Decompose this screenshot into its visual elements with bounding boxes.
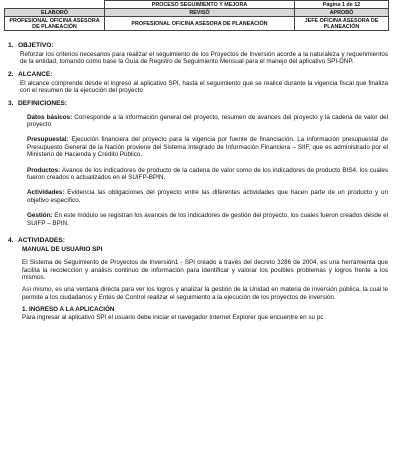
section-objetivo-heading: 1. OBJETIVO:	[8, 42, 54, 49]
definition-presupuestal: Presupuestal: Ejecución financiera del proyecto para la vigencia por fuente de financiación. La información presupuestal de Presupuesto General de la Nación proviene del Sistema Integrado de Información Financiera – SIIF, que es administrado por el Ministerio de Hacienda y Crédito Público.	[27, 136, 388, 159]
page-number: Página 1 de 12	[295, 1, 389, 9]
document-body	[4, 42, 394, 322]
elaboro-header: ELABORÓ	[5, 9, 105, 17]
objetivo-text: Reforzar los criterios necesarios para realizar el seguimiento de los Proyectos de Inversión acorde a la naturaleza y requerimientos de la entidad, tomando como base la Guía de Registro de Seguimiento Mensual para el manejo del aplicativo SPI-DNP.	[20, 51, 388, 66]
actividades-paragraph-1: El Sistema de Seguimiento de Proyectos de Inversión1 - SPI creado a través del decreto 3286 de 2004, es una herramienta que facilita la recolección y análisis continuo de información para identificar y valorar los posibles problemas y logros frente a los mismos.	[22, 259, 388, 281]
elaboro-value: PROFESIONAL OFICINA ASESORA DE PLANEACIÓN	[5, 17, 105, 31]
definition-gestion: Gestión: En este módulo se registran los avances de los indicadores de gestión del proyecto, los cuales fueron creados desde el SUIFP – BPIN.	[27, 212, 388, 227]
actividades-paragraph-2: Así mismo, es una ventana directa para ver los logros y analizar la gestión de la Unidad en materia de inversión pública, la cual le permite a los ciudadanos y Entes de Control realizar el seguimiento a la ejecución de los proyectos de inversión.	[22, 286, 388, 301]
aprobo-header: APROBÓ	[295, 9, 389, 17]
definition-productos: Productos: Avance de los indicadores de producto de la cadena de valor como de los indicadores de producto BIS4, los cuales fueron creados o actualizados en el SUIFP-BPIN.	[27, 166, 388, 182]
section-alcance-heading: 2. ALCANCE:	[8, 70, 53, 78]
definition-datos-basicos: Datos básicos: Corresponde a la información general del proyecto, resumen de avances del proyecto y la cadena de valor del proyecto	[27, 113, 388, 129]
process-name: PROCESO SEGUIMIENTO Y MEJORA	[105, 1, 295, 9]
reviso-value: PROFESIONAL OFICINA ASESORA DE PLANEACIÓN	[105, 17, 295, 31]
section-actividades-heading: 4. ACTIVIDADES:	[8, 237, 65, 245]
step-ingreso-text: Para ingresar al aplicativo SPI el usuario debe iniciar el navegador Internet Explorer que encuentre en su pc	[22, 314, 324, 322]
reviso-header: REVISÓ	[105, 9, 295, 17]
document-header-table	[4, 0, 389, 31]
definition-actividades: Actividades: Evidencia las obligaciones del proyecto entre las diferentes actividades que hacen parte de un producto y un objetivo específico.	[27, 189, 388, 204]
alcance-text: El alcance comprende desde el ingreso al aplicativo SPI, hasta el seguimiento que se realice durante la vigencia fiscal que finaliza con el resumen de la ejecución del proyecto	[20, 79, 388, 95]
manual-title: MANUAL DE USUARIO SPI	[22, 246, 103, 254]
section-definiciones-heading: 3. DEFINICIONES:	[8, 99, 68, 107]
aprobo-value: JEFE OFICINA ASESORA DE PLANEACIÓN	[295, 17, 389, 31]
step-ingreso-title: 1. INGRESO A LA APLICACIÓN	[22, 306, 115, 314]
